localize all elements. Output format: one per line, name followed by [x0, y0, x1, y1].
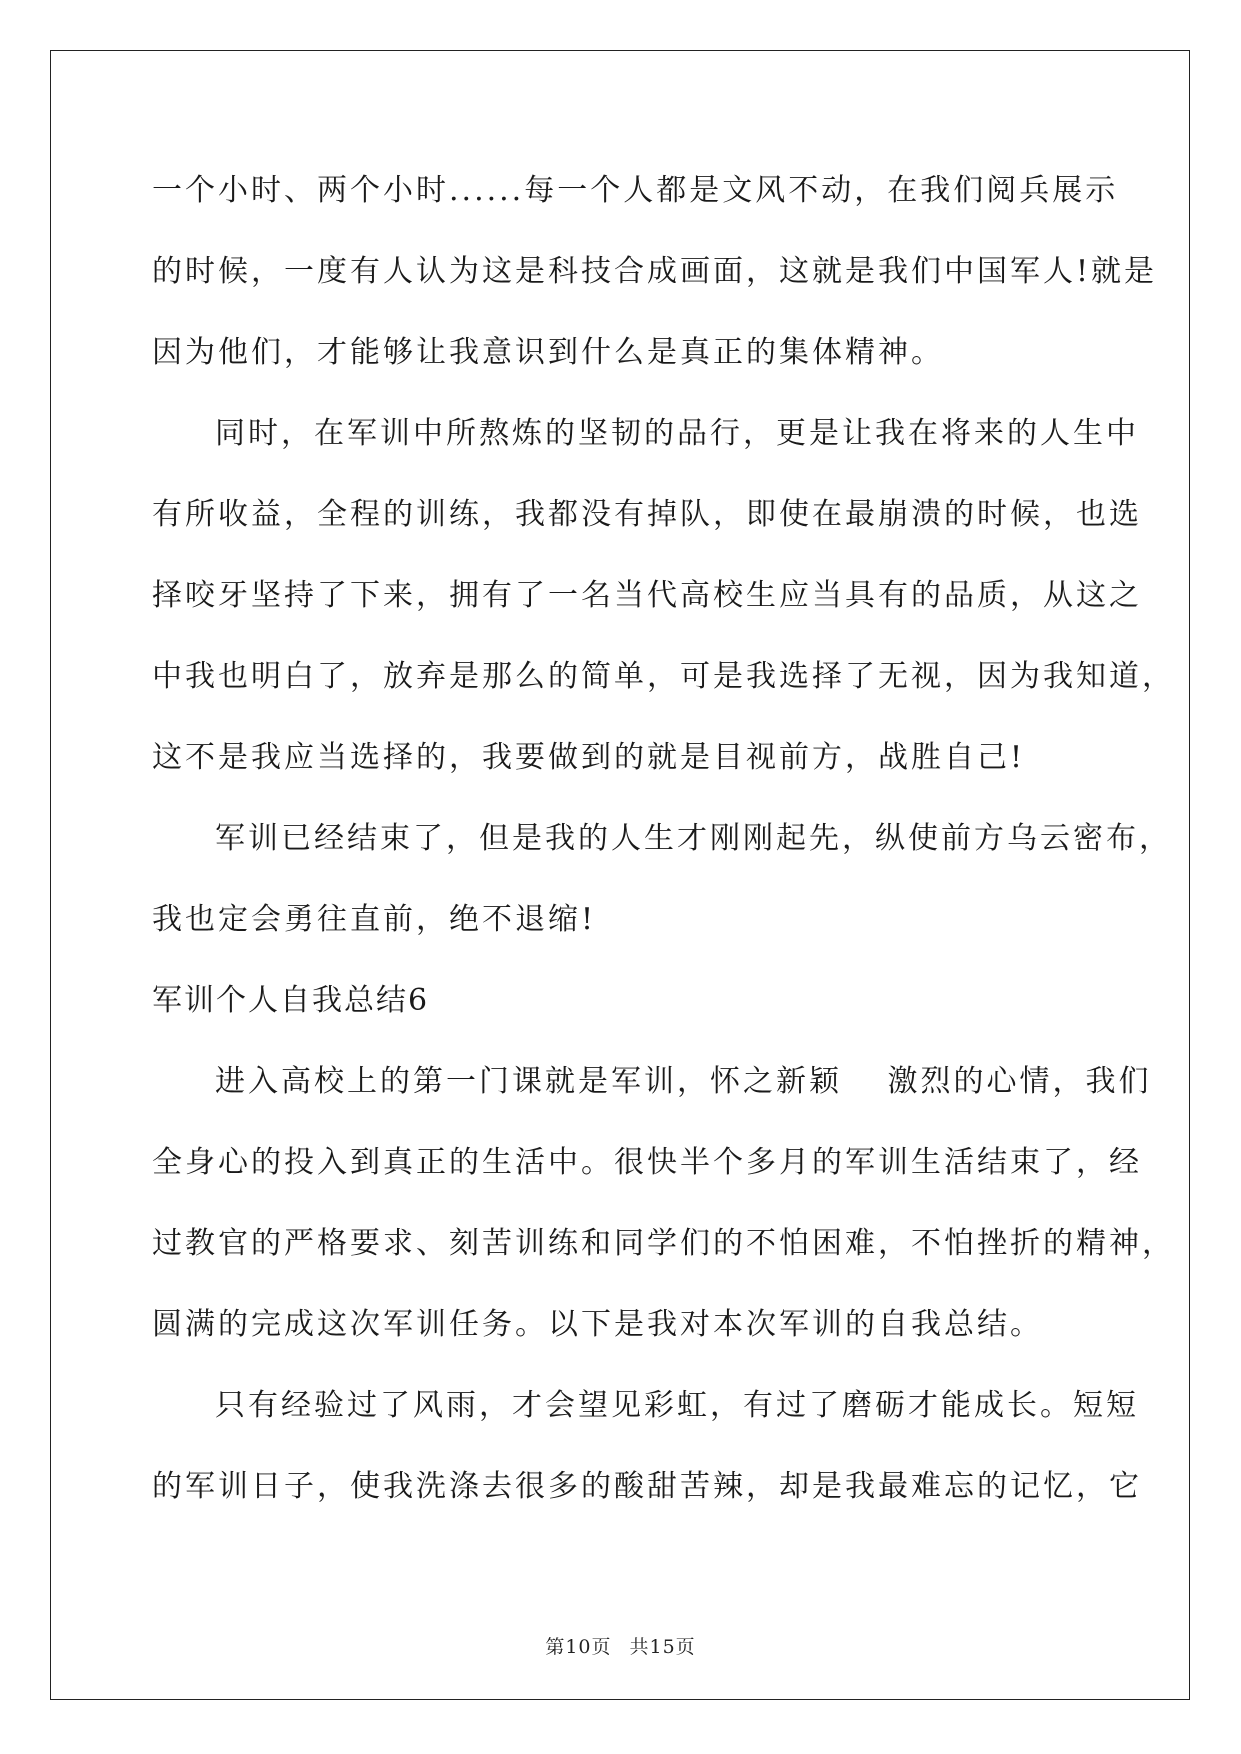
text-line: 我也定会勇往直前，绝不退缩! — [152, 902, 597, 937]
text-line: 圆满的完成这次军训任务。以下是我对本次军训的自我总结。 — [152, 1307, 1043, 1342]
text-line: 一个小时、两个小时......每一个人都是文风不动，在我们阅兵展示 — [152, 173, 1119, 208]
paragraph-start-line: 同时，在军训中所熬炼的坚韧的品行，更是让我在将来的人生中 — [215, 416, 1139, 451]
page-total: 共15页 — [629, 1636, 696, 1658]
text-line: 的时候，一度有人认为这是科技合成画面，这就是我们中国军人!就是 — [152, 254, 1158, 289]
document-body — [152, 150, 1175, 1527]
text-line: 过教官的严格要求、刻苦训练和同学们的不怕困难，不怕挫折的精神， — [152, 1226, 1175, 1261]
paragraph-start-line: 军训已经结束了，但是我的人生才刚刚起先，纵使前方乌云密布， — [215, 821, 1172, 856]
section-heading: 军训个人自我总结6 — [152, 983, 430, 1018]
page-number: 第10页 — [545, 1636, 612, 1658]
text-line: 因为他们，才能够让我意识到什么是真正的集体精神。 — [152, 335, 944, 370]
text-line: 这不是我应当选择的，我要做到的就是目视前方，战胜自己! — [152, 740, 1026, 775]
paragraph-start-line: 进入高校上的第一门课就是军训，怀之新颖 激烈的心情，我们 — [215, 1064, 1152, 1099]
text-line: 中我也明白了，放弃是那么的简单，可是我选择了无视，因为我知道， — [152, 659, 1175, 694]
page-footer — [0, 1632, 1241, 1659]
text-line: 全身心的投入到真正的生活中。很快半个多月的军训生活结束了，经 — [152, 1145, 1142, 1180]
text-line: 有所收益，全程的训练，我都没有掉队，即使在最崩溃的时候，也选 — [152, 497, 1142, 532]
text-line: 择咬牙坚持了下来，拥有了一名当代高校生应当具有的品质，从这之 — [152, 578, 1142, 613]
text-line: 的军训日子，使我洗涤去很多的酸甜苦辣，却是我最难忘的记忆，它 — [152, 1469, 1142, 1504]
paragraph-start-line: 只有经验过了风雨，才会望见彩虹，有过了磨砺才能成长。短短 — [215, 1388, 1139, 1423]
